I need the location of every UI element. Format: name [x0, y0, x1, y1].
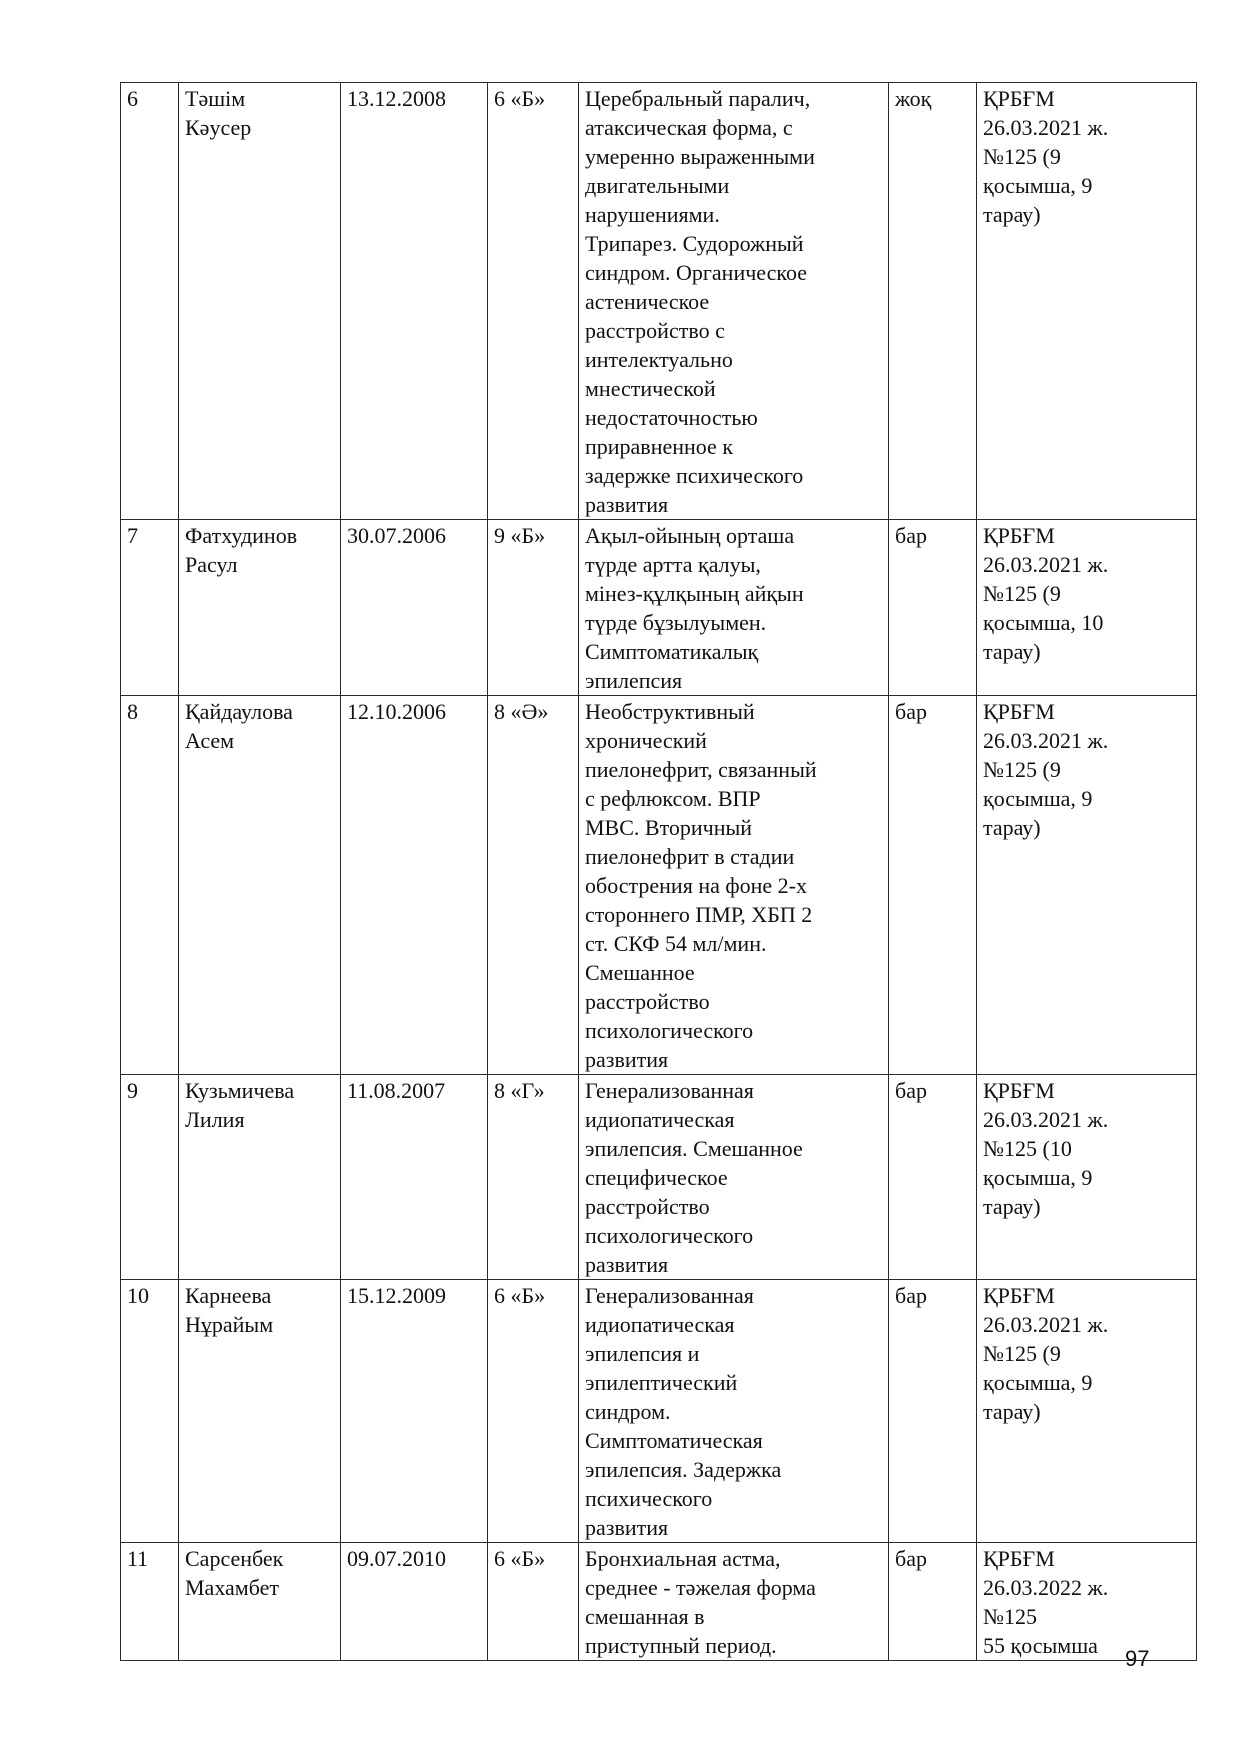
- order-reference-cell: [977, 520, 1197, 696]
- status-value-cell: бар: [889, 1543, 977, 1661]
- text-line: ҚРБҒМ: [983, 86, 1055, 111]
- text-line: астеническое: [585, 289, 710, 314]
- text-line: синдром. Органическое: [585, 260, 807, 285]
- text-line: Сарсенбек: [185, 1546, 284, 1571]
- text-line: түрде бұзылуымен.: [585, 610, 767, 635]
- text-line: Ақыл-ойының орташа: [585, 523, 795, 548]
- text-line: эпилепсия. Смешанное: [585, 1136, 803, 1161]
- birth-date-cell: 11.08.2007: [341, 1075, 488, 1280]
- text-line: психологического: [585, 1223, 754, 1248]
- text-line: Смешанное: [585, 960, 695, 985]
- order-reference-cell: [977, 696, 1197, 1075]
- text-line: ст. СКФ 54 мл/мин.: [585, 931, 767, 956]
- student-name-cell: [179, 1075, 341, 1280]
- text-line: нарушениями.: [585, 202, 720, 227]
- text-line: пиелонефрит в стадии: [585, 844, 795, 869]
- table-row: [121, 1280, 1197, 1543]
- text-line: идиопатическая: [585, 1107, 735, 1132]
- text-line: №125: [983, 1604, 1037, 1629]
- text-line: қосымша, 9: [983, 173, 1093, 198]
- text-line: Асем: [185, 728, 235, 753]
- text-line: Генерализованная: [585, 1283, 754, 1308]
- text-line: расстройство с: [585, 318, 725, 343]
- text-line: қосымша, 9: [983, 1370, 1093, 1395]
- grade-class-cell: 6 «Б»: [488, 1280, 579, 1543]
- text-line: 26.03.2021 ж.: [983, 552, 1109, 577]
- text-line: Карнеева: [185, 1283, 272, 1308]
- text-line: тарау): [983, 639, 1041, 664]
- text-line: Тәшім: [185, 86, 246, 111]
- text-line: қосымша, 9: [983, 1165, 1093, 1190]
- birth-date-cell: 12.10.2006: [341, 696, 488, 1075]
- text-line: Симптоматикалық: [585, 639, 759, 664]
- text-line: эпилепсия. Задержка: [585, 1457, 782, 1482]
- table-row: [121, 1075, 1197, 1280]
- text-line: Необструктивный: [585, 699, 755, 724]
- text-line: задержке психического: [585, 463, 804, 488]
- text-line: развития: [585, 1047, 669, 1072]
- text-line: №125 (9: [983, 757, 1061, 782]
- text-line: атаксическая форма, с: [585, 115, 793, 140]
- text-line: мнестической: [585, 376, 716, 401]
- text-line: ҚРБҒМ: [983, 523, 1055, 548]
- birth-date-cell: 30.07.2006: [341, 520, 488, 696]
- diagnosis-cell: [579, 83, 889, 520]
- diagnosis-cell: [579, 520, 889, 696]
- student-name-cell: [179, 1543, 341, 1661]
- text-line: тарау): [983, 815, 1041, 840]
- text-line: интелектуально: [585, 347, 733, 372]
- diagnosis-cell: [579, 1543, 889, 1661]
- text-line: синдром.: [585, 1399, 671, 1424]
- text-line: 26.03.2021 ж.: [983, 728, 1109, 753]
- text-line: Симптоматическая: [585, 1428, 763, 1453]
- text-line: 26.03.2021 ж.: [983, 1107, 1109, 1132]
- text-line: қосымша, 10: [983, 610, 1104, 635]
- table-row: [121, 520, 1197, 696]
- text-line: ҚРБҒМ: [983, 1078, 1055, 1103]
- text-line: эпилепсия и: [585, 1341, 700, 1366]
- student-name-cell: [179, 696, 341, 1075]
- order-reference-cell: [977, 1075, 1197, 1280]
- text-line: расстройство: [585, 1194, 710, 1219]
- table-row: [121, 696, 1197, 1075]
- status-value-cell: бар: [889, 1075, 977, 1280]
- text-line: МВС. Вторичный: [585, 815, 753, 840]
- text-line: развития: [585, 1515, 669, 1540]
- text-line: развития: [585, 492, 669, 517]
- row-number-cell: 6: [121, 83, 179, 520]
- text-line: Қайдаулова: [185, 699, 293, 724]
- row-number-cell: 7: [121, 520, 179, 696]
- text-line: приравненное к: [585, 434, 734, 459]
- text-line: №125 (9: [983, 144, 1061, 169]
- text-line: среднее - тәжелая форма: [585, 1575, 816, 1600]
- birth-date-cell: 13.12.2008: [341, 83, 488, 520]
- grade-class-cell: 6 «Б»: [488, 83, 579, 520]
- text-line: стороннего ПМР, ХБП 2: [585, 902, 813, 927]
- text-line: қосымша, 9: [983, 786, 1093, 811]
- text-line: 26.03.2021 ж.: [983, 1312, 1109, 1337]
- text-line: Бронхиальная астма,: [585, 1546, 781, 1571]
- page-number: 97: [1125, 1646, 1150, 1671]
- grade-class-cell: 8 «Г»: [488, 1075, 579, 1280]
- text-line: ҚРБҒМ: [983, 1546, 1055, 1571]
- text-line: Лилия: [185, 1107, 245, 1132]
- text-line: Фатхудинов: [185, 523, 298, 548]
- text-line: пиелонефрит, связанный: [585, 757, 817, 782]
- students-table: [120, 82, 1197, 1661]
- birth-date-cell: 09.07.2010: [341, 1543, 488, 1661]
- text-line: Нұрайым: [185, 1312, 274, 1337]
- text-line: ҚРБҒМ: [983, 1283, 1055, 1308]
- text-line: 55 қосымша: [983, 1633, 1098, 1658]
- text-line: обострения на фоне 2-х: [585, 873, 807, 898]
- text-line: идиопатическая: [585, 1312, 735, 1337]
- text-line: развития: [585, 1252, 669, 1277]
- text-line: №125 (9: [983, 1341, 1061, 1366]
- student-name-cell: [179, 520, 341, 696]
- text-line: №125 (10: [983, 1136, 1072, 1161]
- text-line: приступный период.: [585, 1633, 777, 1658]
- grade-class-cell: 9 «Б»: [488, 520, 579, 696]
- diagnosis-cell: [579, 696, 889, 1075]
- text-line: Кәусер: [185, 115, 252, 140]
- text-line: умеренно выраженными: [585, 144, 815, 169]
- order-reference-cell: [977, 83, 1197, 520]
- text-line: 26.03.2021 ж.: [983, 115, 1109, 140]
- text-line: тарау): [983, 202, 1041, 227]
- text-line: Кузьмичева: [185, 1078, 295, 1103]
- text-line: 26.03.2022 ж.: [983, 1575, 1109, 1600]
- text-line: тарау): [983, 1399, 1041, 1424]
- text-line: специфическое: [585, 1165, 728, 1190]
- order-reference-cell: [977, 1543, 1197, 1661]
- grade-class-cell: 8 «Ә»: [488, 696, 579, 1075]
- text-line: недостаточностью: [585, 405, 758, 430]
- table-row: [121, 83, 1197, 520]
- diagnosis-cell: [579, 1075, 889, 1280]
- text-line: расстройство: [585, 989, 710, 1014]
- text-line: Церебральный паралич,: [585, 86, 811, 111]
- text-line: смешанная в: [585, 1604, 705, 1629]
- row-number-cell: 11: [121, 1543, 179, 1661]
- row-number-cell: 10: [121, 1280, 179, 1543]
- order-reference-cell: [977, 1280, 1197, 1543]
- text-line: двигательными: [585, 173, 730, 198]
- text-line: хронический: [585, 728, 707, 753]
- text-line: с рефлюксом. ВПР: [585, 786, 761, 811]
- text-line: тарау): [983, 1194, 1041, 1219]
- student-name-cell: [179, 1280, 341, 1543]
- text-line: мінез-құлқының айқын: [585, 581, 804, 606]
- table-body: [121, 83, 1197, 1661]
- row-number-cell: 8: [121, 696, 179, 1075]
- text-line: №125 (9: [983, 581, 1061, 606]
- text-line: эпилепсия: [585, 668, 683, 693]
- grade-class-cell: 6 «Б»: [488, 1543, 579, 1661]
- status-value-cell: жоқ: [889, 83, 977, 520]
- status-value-cell: бар: [889, 520, 977, 696]
- birth-date-cell: 15.12.2009: [341, 1280, 488, 1543]
- text-line: ҚРБҒМ: [983, 699, 1055, 724]
- text-line: Расул: [185, 552, 238, 577]
- status-value-cell: бар: [889, 696, 977, 1075]
- text-line: түрде артта қалуы,: [585, 552, 761, 577]
- text-line: психологического: [585, 1018, 754, 1043]
- diagnosis-cell: [579, 1280, 889, 1543]
- student-name-cell: [179, 83, 341, 520]
- text-line: психического: [585, 1486, 713, 1511]
- row-number-cell: 9: [121, 1075, 179, 1280]
- table-row: [121, 1543, 1197, 1661]
- text-line: Генерализованная: [585, 1078, 754, 1103]
- text-line: Махамбет: [185, 1575, 280, 1600]
- status-value-cell: бар: [889, 1280, 977, 1543]
- text-line: эпилептический: [585, 1370, 738, 1395]
- text-line: Трипарез. Судорожный: [585, 231, 804, 256]
